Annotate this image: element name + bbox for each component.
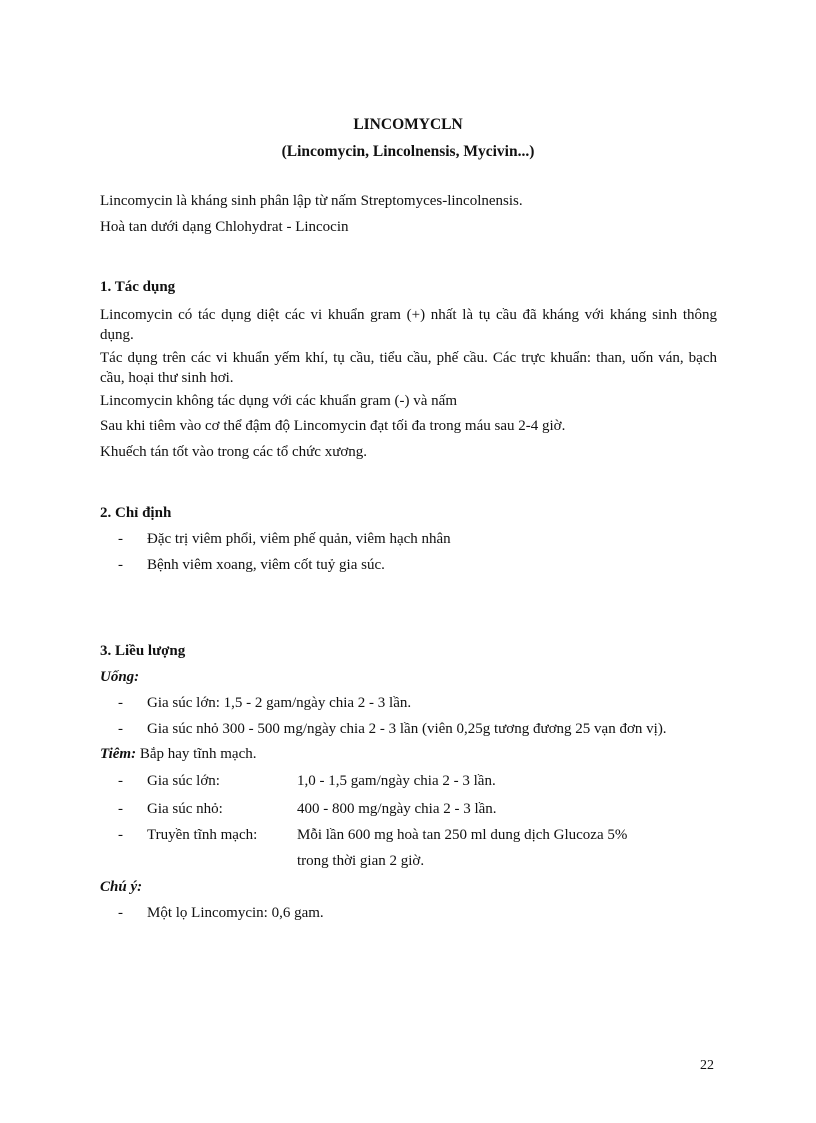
intro-line: Lincomycin là kháng sinh phân lập từ nấm Streptomyces-lincolnensis.	[100, 193, 523, 209]
list-item: Gia súc nhỏ 300 - 500 mg/ngày chia 2 - 3 lần (viên 0,25g tương đương 25 vạn đơn vị).	[147, 721, 667, 737]
dose-value: 400 - 800 mg/ngày chia 2 - 3 lần.	[297, 801, 497, 817]
document-subtitle: (Lincomycin, Lincolnensis, Mycivin...)	[281, 143, 535, 160]
dose-label: Truyền tĩnh mạch:	[147, 827, 258, 843]
bullet-dash: -	[118, 827, 123, 843]
paragraph: Lincomycin có tác dụng diệt các vi khuẩn gram (+) nhất là tụ cầu đã kháng với kháng sinh thông dụng.	[100, 307, 717, 343]
note-label: Chú ý:	[100, 879, 143, 895]
bullet-dash: -	[118, 773, 123, 789]
injection-label: Tiêm:	[100, 746, 137, 762]
bullet-dash: -	[118, 801, 123, 817]
list-item: Đặc trị viêm phổi, viêm phế quản, viêm hạch nhân	[147, 531, 451, 547]
dose-value-continued: trong thời gian 2 giờ.	[297, 853, 425, 869]
paragraph: Sau khi tiêm vào cơ thể đậm độ Lincomycin đạt tối đa trong máu sau 2-4 giờ.	[100, 418, 566, 434]
dose-label: Gia súc lớn:	[147, 773, 220, 789]
bullet-dash: -	[118, 905, 123, 921]
bullet-dash: -	[118, 695, 123, 711]
bullet-dash: -	[118, 721, 123, 737]
paragraph: Khuếch tán tốt vào trong các tổ chức xương.	[100, 444, 368, 460]
section-heading-indications: 2. Chỉ định	[100, 505, 172, 521]
dose-label: Gia súc nhỏ:	[147, 801, 223, 817]
section-heading-dosage: 3. Liều lượng	[100, 643, 186, 659]
paragraph: Lincomycin không tác dụng với các khuẩn gram (-) và nấm	[100, 393, 457, 409]
intro-line: Hoà tan dưới dạng Chlohydrat - Lincocin	[100, 219, 349, 235]
dose-value: Mỗi lần 600 mg hoà tan 250 ml dung dịch Glucoza 5%	[297, 827, 628, 843]
paragraph: Tác dụng trên các vi khuẩn yếm khí, tụ cầu, tiểu cầu, phế cầu. Các trực khuẩn: than, uốn ván, bạch cầu, hoại thư sinh hơi.	[100, 350, 717, 386]
page-number: 22	[700, 1058, 714, 1073]
dose-value: 1,0 - 1,5 gam/ngày chia 2 - 3 lần.	[297, 773, 496, 789]
injection-text: Bắp hay tĩnh mạch.	[136, 746, 257, 762]
list-item: Bệnh viêm xoang, viêm cốt tuỷ gia súc.	[147, 557, 385, 573]
list-item: Gia súc lớn: 1,5 - 2 gam/ngày chia 2 - 3 lần.	[147, 695, 412, 711]
section-heading-effects: 1. Tác dụng	[100, 279, 176, 295]
bullet-dash: -	[118, 531, 123, 547]
document-title: LINCOMYCLN	[353, 116, 463, 133]
bullet-dash: -	[118, 557, 123, 573]
injection-line	[100, 746, 256, 763]
oral-label: Uống:	[100, 669, 140, 685]
list-item: Một lọ Lincomycin: 0,6 gam.	[147, 905, 324, 921]
